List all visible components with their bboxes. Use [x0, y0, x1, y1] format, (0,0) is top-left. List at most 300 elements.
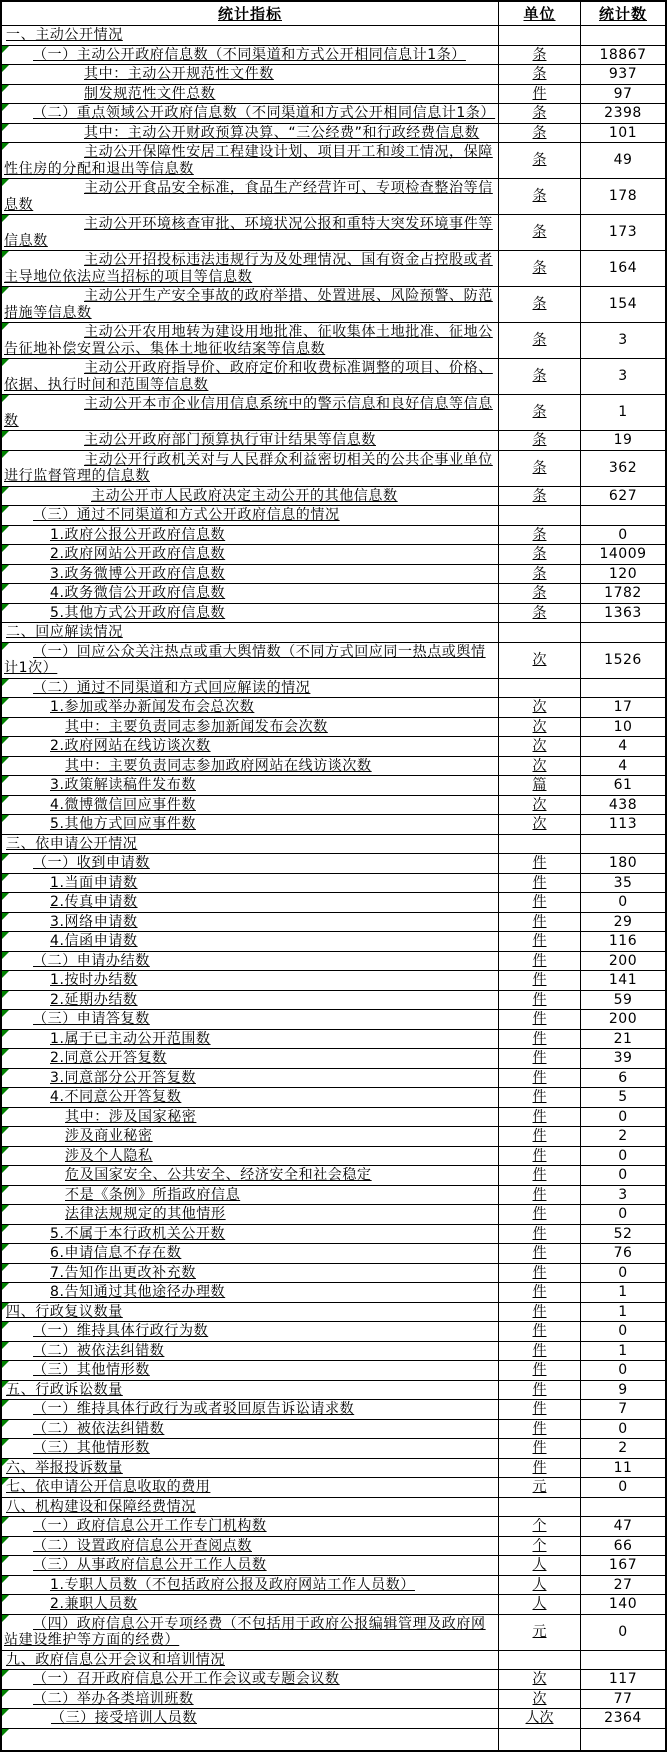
value-label: 77 [613, 1690, 633, 1707]
table-row [2, 1302, 665, 1322]
value-label: 167 [608, 1557, 638, 1573]
unit-cell [498, 623, 580, 642]
table-row [2, 64, 665, 84]
value-cell [580, 1225, 665, 1244]
unit-cell [498, 952, 580, 971]
value-cell [580, 718, 665, 737]
comment-triangle-icon [2, 1108, 9, 1115]
value-cell [580, 1439, 665, 1458]
value-cell [580, 487, 665, 506]
indicator-label: 1.属于已主动公开范围数 [50, 1030, 211, 1047]
indicator-cell [2, 487, 498, 506]
table-row [2, 45, 665, 65]
comment-triangle-icon [2, 1303, 9, 1310]
indicator-label: 其中：主要负责同志参加政府网站在线访谈次数 [65, 757, 372, 774]
table-row [2, 1126, 665, 1146]
unit-cell [498, 1225, 580, 1244]
table-row [2, 525, 665, 545]
table-row [2, 178, 665, 214]
unit-cell [498, 1651, 580, 1670]
value-cell [580, 1576, 665, 1595]
indicator-label: 2.延期办结数 [50, 991, 138, 1008]
unit-label: 条 [532, 296, 547, 313]
comment-triangle-icon [2, 1478, 9, 1485]
value-label: 1363 [604, 604, 642, 621]
unit-label: 件 [532, 1284, 547, 1300]
unit-cell [498, 604, 580, 623]
unit-cell [498, 359, 580, 394]
unit-cell [498, 1439, 580, 1458]
indicator-label: 九、政府信息公开会议和培训情况 [6, 1651, 225, 1668]
unit-label: 件 [532, 1069, 547, 1086]
value-label: 117 [608, 1671, 638, 1687]
value-label: 0 [618, 1362, 628, 1378]
value-label: 18867 [599, 46, 647, 63]
indicator-label: 六、举报投诉数量 [6, 1459, 123, 1476]
indicator-cell [2, 991, 498, 1010]
unit-cell [498, 1303, 580, 1322]
table-row [2, 564, 665, 584]
unit-label: 条 [532, 604, 547, 621]
comment-triangle-icon [2, 1439, 9, 1446]
unit-cell [498, 1205, 580, 1224]
indicator-cell [2, 737, 498, 756]
unit-cell [498, 431, 580, 450]
indicator-label: （一）回应公众关注热点或重大舆情数（不同方式回应同一热点或舆情计1次） [4, 643, 486, 676]
table-row [2, 1048, 665, 1068]
indicator-cell [2, 757, 498, 776]
indicator-cell [2, 776, 498, 795]
unit-label: 次 [532, 718, 547, 735]
indicator-label: 八、机构建设和保障经费情况 [6, 1498, 196, 1515]
comment-triangle-icon [2, 1283, 9, 1290]
table-row [2, 1419, 665, 1439]
indicator-cell [2, 1030, 498, 1049]
value-cell [580, 506, 665, 525]
unit-cell [498, 85, 580, 104]
comment-triangle-icon [2, 991, 9, 998]
indicator-label: 法律法规规定的其他情形 [65, 1206, 226, 1222]
indicator-label: （一）召开政府信息公开工作会议或专题会议数 [33, 1671, 340, 1687]
table-row [2, 450, 665, 486]
table-row [2, 1341, 665, 1361]
table-row [2, 583, 665, 603]
indicator-label: （二）设置政府信息公开查阅点数 [33, 1537, 252, 1554]
value-label: 61 [613, 777, 633, 793]
value-label: 362 [608, 459, 638, 476]
unit-label: 件 [532, 1342, 547, 1359]
unit-label: 件 [532, 1167, 547, 1183]
table-row [2, 1009, 665, 1029]
indicator-cell [2, 584, 498, 603]
value-label: 11 [613, 1459, 633, 1476]
indicator-cell [2, 526, 498, 545]
value-label: 0 [618, 1108, 628, 1125]
value-cell [580, 1322, 665, 1341]
indicator-cell [2, 1342, 498, 1361]
value-label: 76 [613, 1245, 633, 1261]
unit-label: 件 [532, 855, 547, 871]
unit-cell [498, 991, 580, 1010]
comment-triangle-icon [2, 854, 9, 861]
value-label: 14009 [599, 546, 647, 562]
unit-label: 条 [532, 459, 547, 476]
unit-label: 件 [532, 894, 547, 910]
value-label: 164 [608, 260, 638, 277]
unit-label: 件 [532, 913, 547, 930]
value-cell [580, 1459, 665, 1478]
table-row [2, 853, 665, 873]
unit-cell [498, 1244, 580, 1263]
comment-triangle-icon [2, 1225, 9, 1232]
value-cell [580, 623, 665, 642]
unit-label: 条 [532, 368, 547, 385]
value-label: 141 [608, 972, 638, 988]
indicator-cell [2, 323, 498, 358]
table-row [2, 1165, 665, 1185]
table-row [2, 250, 665, 286]
table-row [2, 1650, 665, 1670]
comment-triangle-icon [2, 65, 9, 72]
value-cell [580, 643, 665, 678]
indicator-label: 不是《条例》所指政府信息 [65, 1186, 241, 1203]
indicator-label: （一）维持具体行政行为数 [33, 1323, 209, 1339]
unit-cell [498, 1010, 580, 1029]
value-label: 39 [613, 1050, 633, 1066]
unit-cell [498, 1166, 580, 1185]
value-cell [580, 1147, 665, 1166]
indicator-cell [2, 359, 498, 394]
indicator-cell [2, 1049, 498, 1068]
unit-cell [498, 124, 580, 143]
comment-triangle-icon [2, 1186, 9, 1193]
indicator-cell [2, 251, 498, 286]
indicator-label: 1.参加或举办新闻发布会总次数 [50, 699, 255, 715]
indicator-cell [2, 1400, 498, 1419]
table-row [2, 1399, 665, 1419]
indicator-label: 2.政府网站在线访谈次数 [50, 738, 211, 754]
unit-label: 人 [532, 1557, 547, 1573]
unit-label: 条 [532, 260, 547, 277]
unit-label: 件 [532, 85, 547, 102]
comment-triangle-icon [2, 1537, 9, 1544]
value-label: 4 [618, 757, 628, 774]
comment-triangle-icon [2, 143, 9, 150]
indicator-label: 3.政务微博公开政府信息数 [50, 565, 226, 582]
unit-cell [498, 395, 580, 430]
indicator-cell [2, 287, 498, 322]
value-cell [580, 179, 665, 214]
unit-label: 个 [532, 1537, 547, 1554]
unit-label: 件 [532, 1206, 547, 1222]
comment-triangle-icon [2, 1729, 9, 1736]
indicator-label: 四、行政复议数量 [6, 1303, 123, 1320]
table-row [2, 1243, 665, 1263]
value-cell [580, 65, 665, 84]
comment-triangle-icon [2, 604, 9, 611]
table-row [2, 697, 665, 717]
unit-cell [498, 737, 580, 756]
value-cell [580, 545, 665, 564]
indicator-cell [2, 26, 498, 45]
indicator-cell [2, 623, 498, 642]
value-label: 0 [618, 1206, 628, 1222]
unit-label: 条 [532, 66, 547, 82]
value-label: 173 [608, 224, 638, 241]
indicator-label: 主动公开政府部门预算执行审计结果等信息数 [84, 432, 376, 448]
indicator-label: 三、依申请公开情况 [6, 835, 138, 852]
unit-cell [498, 215, 580, 250]
value-cell [580, 1595, 665, 1614]
comment-triangle-icon [2, 1342, 9, 1349]
comment-triangle-icon [2, 643, 9, 650]
unit-cell [498, 526, 580, 545]
value-cell [580, 1420, 665, 1439]
table-row [2, 1204, 665, 1224]
indicator-label: 涉及个人隐私 [65, 1147, 153, 1164]
value-label: 0 [618, 1420, 628, 1437]
indicator-label: 4.信函申请数 [50, 933, 138, 949]
unit-cell [498, 1478, 580, 1497]
value-label: 438 [608, 796, 638, 813]
indicator-cell [2, 1709, 498, 1728]
indicator-cell [2, 451, 498, 486]
indicator-label: 主动公开保障性安居工程建设计划、项目开工和竣工情况，保障性住房的分配和退出等信息数 [4, 144, 493, 177]
value-label: 0 [618, 526, 628, 543]
value-cell [580, 991, 665, 1010]
indicator-cell [2, 932, 498, 951]
unit-label: 条 [532, 332, 547, 349]
indicator-cell [2, 1069, 498, 1088]
table-row [2, 214, 665, 250]
value-cell [580, 143, 665, 178]
comment-triangle-icon [2, 323, 9, 330]
unit-cell [498, 1069, 580, 1088]
indicator-label: 4.政务微信公开政府信息数 [50, 585, 226, 601]
indicator-label: 主动公开政府指导价、政府定价和收费标准调整的项目、价格、依据、执行时间和范围等信息数 [4, 360, 493, 393]
unit-label: 次 [532, 1690, 547, 1707]
table-row [2, 430, 665, 450]
indicator-label: 5.不属于本行政机关公开数 [50, 1225, 226, 1242]
table-row [2, 1594, 665, 1614]
table-row [2, 756, 665, 776]
value-cell [580, 124, 665, 143]
value-label: 52 [613, 1225, 633, 1242]
value-label: 2 [618, 1440, 628, 1456]
unit-cell [498, 1459, 580, 1478]
unit-cell [498, 1088, 580, 1107]
value-cell [580, 1381, 665, 1400]
comment-triangle-icon [2, 1576, 9, 1583]
unit-label: 件 [532, 1225, 547, 1242]
unit-label: 个 [532, 1518, 547, 1534]
indicator-cell [2, 679, 498, 698]
value-cell [580, 1069, 665, 1088]
unit-label: 条 [532, 432, 547, 448]
value-label: 180 [608, 855, 638, 871]
value-label: 0 [618, 1167, 628, 1183]
indicator-cell [2, 1127, 498, 1146]
header-value-label: 统计数 [598, 5, 647, 23]
unit-cell [498, 1108, 580, 1127]
table-row [2, 486, 665, 506]
header-cell-unit [498, 2, 580, 25]
unit-cell [498, 287, 580, 322]
comment-triangle-icon [2, 718, 9, 725]
indicator-label: 主动公开环境核查审批、环境状况公报和重特大突发环境事件等信息数 [4, 216, 493, 249]
value-cell [580, 1361, 665, 1380]
table-row [2, 25, 665, 45]
table-row [2, 1497, 665, 1517]
comment-triangle-icon [2, 395, 9, 402]
value-label: 3 [618, 368, 628, 385]
unit-cell [498, 1147, 580, 1166]
comment-triangle-icon [2, 679, 9, 686]
table-row [2, 505, 665, 525]
unit-cell [498, 1361, 580, 1380]
indicator-cell [2, 395, 498, 430]
value-label: 49 [613, 152, 633, 169]
value-cell [580, 1517, 665, 1536]
value-label: 1782 [604, 585, 642, 601]
indicator-label: 2.同意公开答复数 [50, 1050, 167, 1066]
table-row [2, 1380, 665, 1400]
indicator-label: 1.专职人员数（不包括政府公报及政府网站工作人员数） [50, 1576, 415, 1593]
indicator-cell [2, 1670, 498, 1689]
table-row [2, 717, 665, 737]
unit-cell [498, 104, 580, 123]
unit-label: 件 [532, 1147, 547, 1164]
indicator-cell [2, 1361, 498, 1380]
indicator-label: 4.不同意公开答复数 [50, 1089, 182, 1105]
value-cell [580, 359, 665, 394]
value-cell [580, 1556, 665, 1575]
unit-label: 次 [532, 816, 547, 832]
value-cell [580, 1400, 665, 1419]
indicator-cell [2, 431, 498, 450]
value-label: 937 [608, 66, 638, 82]
indicator-label: 8.告知通过其他途径办理数 [50, 1284, 226, 1300]
indicator-label: （二）申请办结数 [33, 952, 150, 969]
unit-cell [498, 679, 580, 698]
value-label: 17 [613, 699, 633, 715]
indicator-label: （二）被依法纠错数 [33, 1342, 165, 1359]
unit-label: 件 [532, 1401, 547, 1417]
indicator-cell [2, 506, 498, 525]
value-label: 1 [618, 1284, 628, 1300]
value-label: 19 [613, 432, 633, 448]
indicator-label: 5.其他方式回应事件数 [50, 816, 196, 832]
unit-cell [498, 1709, 580, 1728]
value-cell [580, 1303, 665, 1322]
indicator-cell [2, 796, 498, 815]
unit-label: 件 [532, 991, 547, 1008]
indicator-cell [2, 1010, 498, 1029]
value-cell [580, 1244, 665, 1263]
comment-triangle-icon [2, 431, 9, 438]
table-row [2, 1087, 665, 1107]
value-label: 154 [608, 296, 638, 313]
value-label: 1 [618, 1342, 628, 1359]
comment-triangle-icon [2, 796, 9, 803]
value-cell [580, 1030, 665, 1049]
table-row [2, 642, 665, 678]
indicator-cell [2, 1556, 498, 1575]
unit-label: 条 [532, 188, 547, 205]
unit-cell [498, 1576, 580, 1595]
value-cell [580, 971, 665, 990]
value-cell [580, 526, 665, 545]
table-row [2, 931, 665, 951]
value-label: 21 [613, 1030, 633, 1047]
value-cell [580, 85, 665, 104]
value-cell [580, 1342, 665, 1361]
value-cell [580, 1127, 665, 1146]
unit-label: 件 [532, 1362, 547, 1378]
unit-cell [498, 179, 580, 214]
value-label: 0 [618, 1147, 628, 1164]
comment-triangle-icon [2, 1049, 9, 1056]
indicator-cell [2, 1576, 498, 1595]
indicator-label: 其中：主要负责同志参加新闻发布会次数 [65, 718, 328, 735]
indicator-cell [2, 1517, 498, 1536]
value-label: 113 [608, 816, 638, 832]
indicator-label: 七、依申请公开信息收取的费用 [6, 1479, 211, 1495]
table-row [2, 1708, 665, 1728]
unit-label: 件 [532, 972, 547, 988]
table-row [2, 622, 665, 642]
table-row [2, 970, 665, 990]
unit-cell [498, 46, 580, 65]
indicator-label: 主动公开农用地转为建设用地批准、征收集体土地批准、征地公告征地补偿安置公示、集体土地征收结案等信息数 [4, 324, 493, 357]
table-row [2, 1282, 665, 1302]
value-label: 35 [613, 874, 633, 891]
comment-triangle-icon [2, 1615, 9, 1622]
indicator-label: （三）从事政府信息公开工作人员数 [33, 1557, 267, 1573]
unit-cell [498, 1381, 580, 1400]
indicator-cell [2, 815, 498, 834]
indicator-label: 危及国家安全、公共安全、经济安全和社会稳定 [65, 1167, 372, 1183]
indicator-cell [2, 893, 498, 912]
indicator-cell [2, 545, 498, 564]
indicator-cell [2, 215, 498, 250]
unit-label: 条 [532, 224, 547, 241]
value-cell [580, 323, 665, 358]
comment-triangle-icon [2, 451, 9, 458]
value-label: 101 [608, 124, 638, 141]
comment-triangle-icon [2, 1264, 9, 1271]
unit-cell [498, 1322, 580, 1341]
table-row [2, 1224, 665, 1244]
table-row [2, 603, 665, 623]
unit-label: 件 [532, 874, 547, 891]
indicator-cell [2, 1459, 498, 1478]
unit-cell [498, 932, 580, 951]
unit-label: 件 [532, 1381, 547, 1398]
value-cell [580, 46, 665, 65]
value-cell [580, 1283, 665, 1302]
unit-label: 件 [532, 1440, 547, 1456]
value-label: 120 [608, 565, 638, 582]
unit-label: 人 [532, 1576, 547, 1593]
unit-cell [498, 1498, 580, 1517]
unit-cell [498, 1186, 580, 1205]
indicator-cell [2, 1166, 498, 1185]
indicator-cell [2, 179, 498, 214]
indicator-label: （二）通过不同渠道和方式回应解读的情况 [33, 679, 311, 696]
unit-label: 条 [532, 526, 547, 543]
table-row [2, 1536, 665, 1556]
